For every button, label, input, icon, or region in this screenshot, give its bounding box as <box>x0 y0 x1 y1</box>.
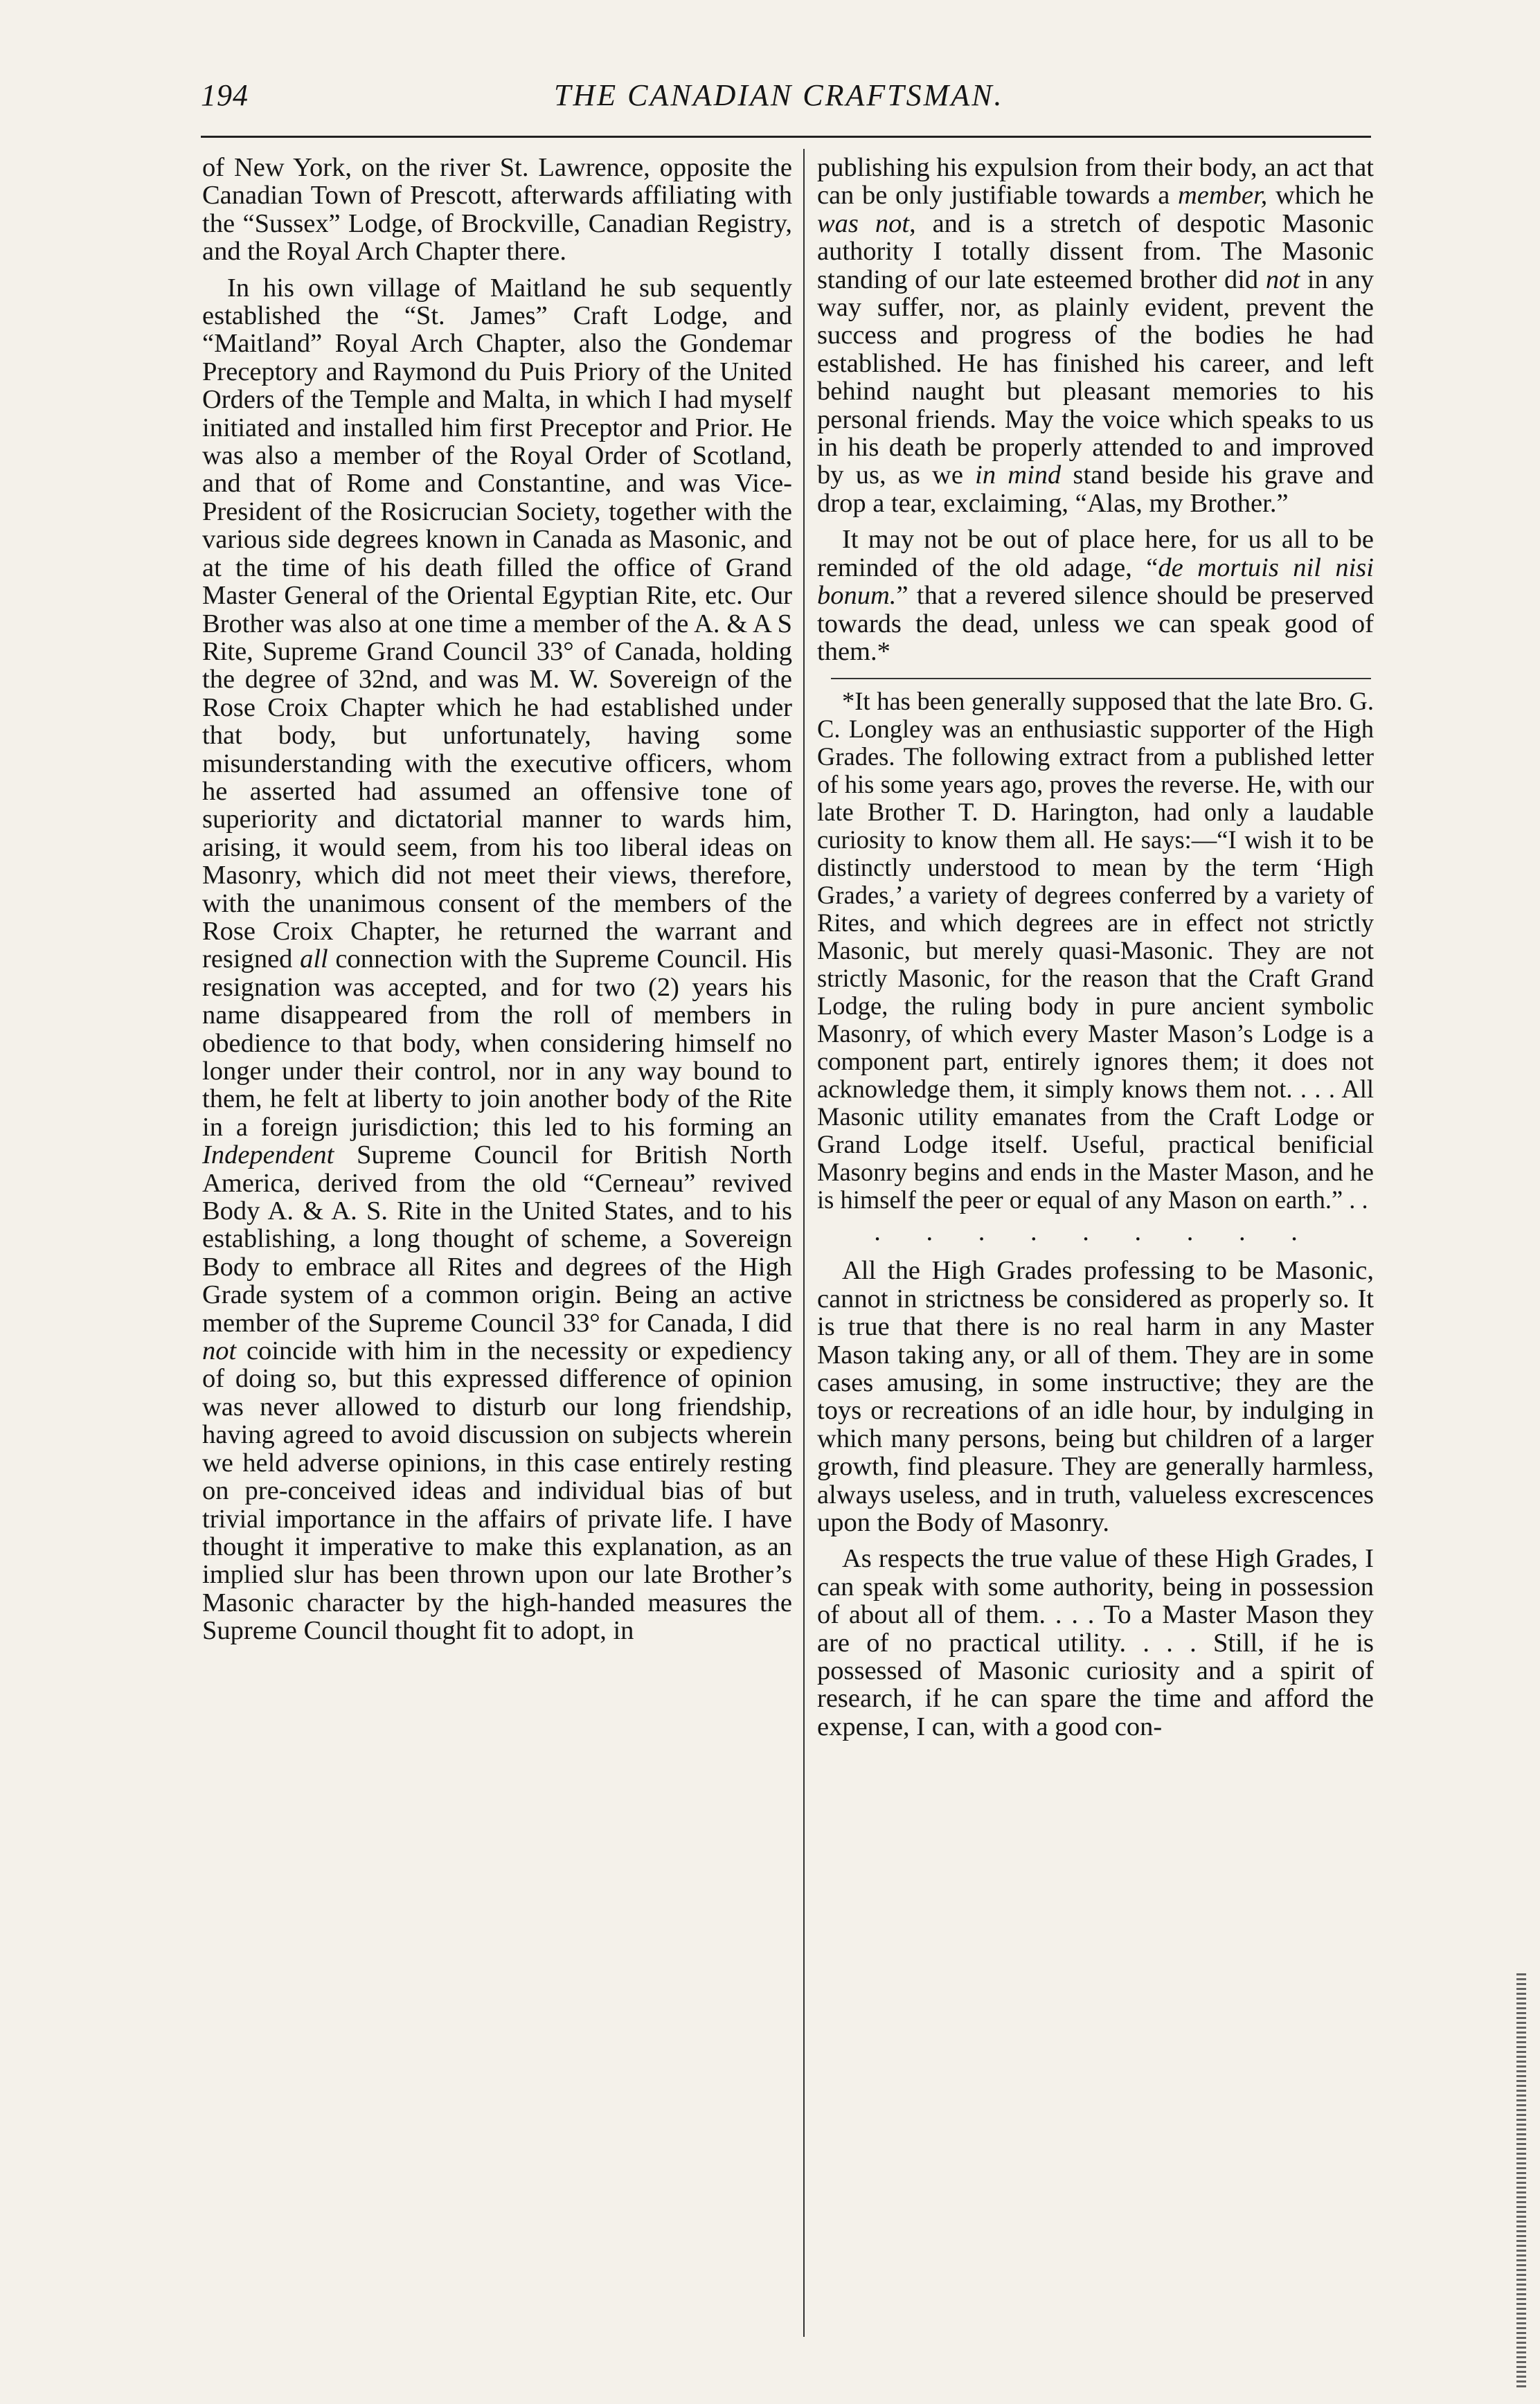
right-column <box>817 154 1374 1741</box>
running-title: THE CANADIAN CRAFTSMAN. <box>554 78 1004 112</box>
column-divider <box>803 149 805 2337</box>
right-paragraph-3: All the High Grades professing to be Masonic, cannot in strictness be considered as properly so. It is true that there is no real harm in any Master Mason taking any, or all of them. They are in some cases amusing, in some instructive; they are the toys or recreations of an idle hour, by indulging in which many persons, being but children of a larger growth, find pleasure. They are generally harmless, always useless, and in truth, valueless excrescences upon the Body of Masonry. <box>817 1256 1374 1537</box>
page-number: 194 <box>201 78 249 112</box>
binding-edge-mark <box>1516 1973 1526 2389</box>
header-rule <box>201 136 1371 138</box>
right-paragraph-4: As respects the true value of these High Grades, I can speak with some authority, being in possession of about all of them. . . . To a Master Mason they are of no practical utility. . . . Still, if he is possessed of Masonic curiosity and a spirit of research, if he can spare the time and afford the expense, I can, with a good con- <box>817 1544 1374 1741</box>
left-column <box>202 154 792 1645</box>
footnote: *It has been generally supposed that the late Bro. G. C. Longley was an enthusiastic supporter of the High Grades. The following extract from a published letter of his some years ago, proves the reverse. He, with our late Brother T. D. Harington, had only a laudable curiosity to know them all. He says:—“I wish it to be distinctly understood to mean by the term ‘High Grades,’ a variety of degrees conferred by a variety of Rites, and which degrees are in effect not strictly Masonic, but merely quasi-Masonic. They are not strictly Masonic, for the reason that the Craft Grand Lodge, the ruling body in pure ancient symbolic Masonry, of which every Master Mason’s Lodge is a component part, entirely ignores them; it does not acknowledge them, it simply knows them not. . . . All Masonic utility emanates from the Craft Lodge or Grand Lodge itself. Useful, practical benificial Masonry begins and ends in the Master Mason, and he is himself the peer or equal of any Mason on earth.” . . <box>817 687 1374 1214</box>
footnote-rule <box>831 678 1371 679</box>
right-paragraph-1: publishing his expulsion from their body, an act that can be only justifiable towards a member, which he was not, and is a stretch of despotic Masonic authority I totally dissent from. The Masonic standing of our late esteemed brother did not in any way suffer, nor, as plainly evident, prevent the success and progress of the bodies he had established. He has finished his career, and left behind naught but pleasant memories to his personal friends. May the voice which speaks to us in his death be properly attended to and improved by us, as we in mind stand beside his grave and drop a tear, exclaiming, “Alas, my Brother.” <box>817 153 1374 518</box>
left-paragraph-2: In his own village of Maitland he sub sequently established the “St. James” Craft Lodge, and “Maitland” Royal Arch Chapter, also the Gondemar Preceptory and Raymond du Puis Priory of the United Orders of the Temple and Malta, in which I had myself initiated and installed him first Preceptor and Prior. He was also a member of the Royal Order of Scotland, and that of Rome and Constantine, and was Vice-President of the Rosicrucian Society, together with the various side degrees known in Canada as Masonic, and at the time of his death filled the office of Grand Master General of the Oriental Egyptian Rite, etc. Our Brother was also at one time a member of the A. & A S Rite, Supreme Grand Council 33° of Canada, holding the degree of 32nd, and was M. W. Sovereign of the Rose Croix Chapter which he had established under that body, but unfortunately, having some misunderstanding with the executive officers, whom he asserted had assumed an offensive tone of superiority and dictatorial manner to wards him, arising, it would seem, from his too liberal ideas on Masonry, which did not meet their views, therefore, with the unanimous consent of the members of the Rose Croix Chapter, he returned the warrant and resigned all connection with the Supreme Council. His resignation was accepted, and for two (2) years his name disappeared from the roll of members in obedience to that body, when considering himself no longer under their control, nor in any way bound to them, he felt at liberty to join another body of the Rite in a foreign jurisdiction; this led to his forming an Independent Supreme Council for British North America, derived from the old “Cerneau” revived Body A. & A. S. Rite in the United States, and to his establishing, a long thought of scheme, a Sovereign Body to embrace all Rites and degrees of the High Grade system of a common origin. Being an active member of the Supreme Council 33° for Canada, I did not coincide with him in the necessity or expediency of doing so, but this expressed difference of opinion was never allowed to disturb our long friendship, having agreed to avoid discussion on subjects wherein we held adverse opinions, in this case entirely resting on pre-conceived ideas and individual bias of but trivial importance in the affairs of private life. I have thought it imperative to make this explanation, as an implied slur has been thrown upon our late Brother’s Masonic character by the high-handed measures the Supreme Council thought fit to adopt, in <box>202 273 792 1646</box>
right-paragraph-2: It may not be out of place here, for us all to be reminded of the old adage, “de mortuis nil nisi bonum.” that a revered silence should be preserved towards the dead, unless we can speak good of them.* <box>817 525 1374 666</box>
page-header <box>201 78 1378 126</box>
left-paragraph-1: of New York, on the river St. Lawrence, opposite the Canadian Town of Prescott, afterwards affiliating with the “Sussex” Lodge, of Brockville, Canadian Registry, and the Royal Arch Chapter there. <box>202 153 792 267</box>
ellipsis-row: . . . . . . . . . <box>874 1217 1317 1247</box>
